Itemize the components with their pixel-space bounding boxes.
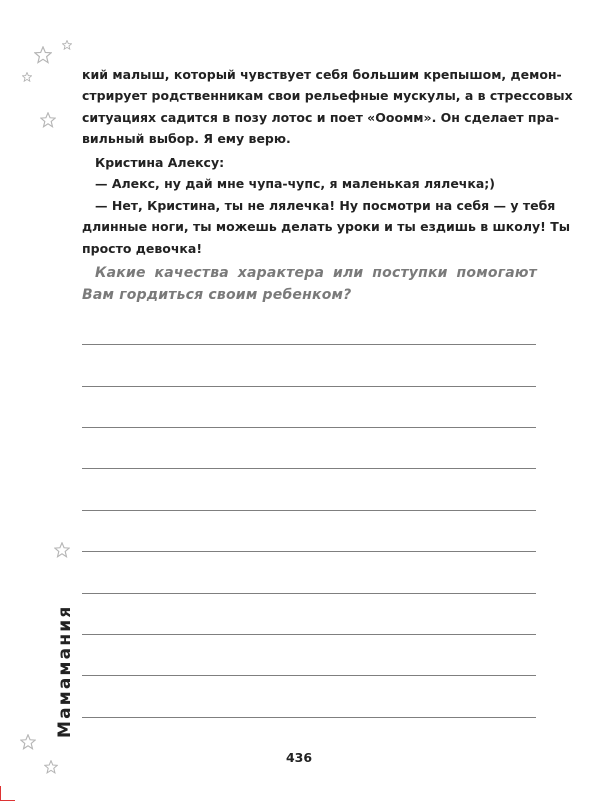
paragraph-line: ситуациях садится в позу лотос и поет «Ооомм». Он сделает пра- [82,109,560,125]
star-icon [40,112,56,128]
answer-line[interactable] [82,593,536,594]
dialogue-line: — Нет, Кристина, ты не лялечка! Ну посмотри на себя — у тебя [95,197,556,213]
paragraph-line: стрирует родственникам свои рельефные мускулы, а в стрессовых [82,88,573,104]
answer-line[interactable] [82,468,536,469]
dialogue-line: длинные ноги, ты можешь делать уроки и ты ездишь в школу! Ты [82,219,571,235]
page-number: 436 [285,750,313,765]
dialogue-line: просто девочка! [82,240,203,256]
answer-line[interactable] [82,675,536,676]
crop-mark [0,786,15,801]
sidebar-book-title: Мамамания [55,604,75,738]
star-icon [54,542,70,558]
question-line: Какие качества характера или поступки помогают [95,265,537,281]
star-icon [62,40,72,50]
answer-line[interactable] [82,344,536,345]
body-paragraph [82,64,573,150]
star-icon [20,734,36,750]
dialogue-block [82,152,571,259]
dialogue-line: — Алекс, ну дай мне чупа-чупс, я маленькая лялечка;) [95,176,496,192]
answer-line[interactable] [82,427,536,428]
answer-line[interactable] [82,551,536,552]
paragraph-line: кий малыш, который чувствует себя большим крепышом, демон- [82,67,562,82]
answer-line[interactable] [82,634,536,635]
answer-line[interactable] [82,717,536,718]
star-icon [34,46,52,64]
dialogue-heading: Кристина Алексу: [95,155,225,170]
answer-line[interactable] [82,386,536,387]
question-line: Вам гордиться своим ребенком? [82,287,352,303]
question-prompt [82,262,537,306]
paragraph-line: вильный выбор. Я ему верю. [82,131,291,147]
answer-line[interactable] [82,510,536,511]
star-icon [22,72,32,82]
